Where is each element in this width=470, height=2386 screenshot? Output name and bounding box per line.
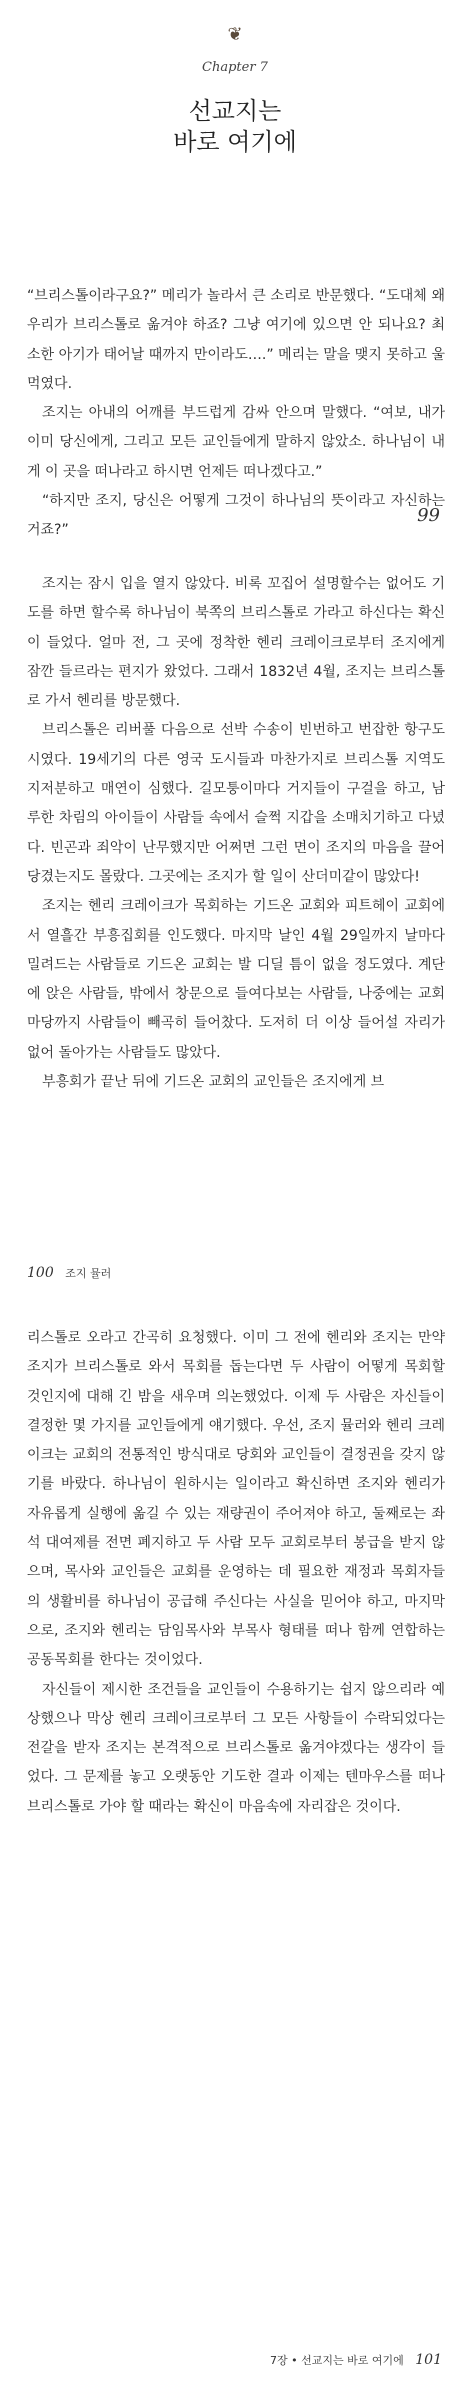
paragraph: 조지는 잠시 입을 열지 않았다. 비록 꼬집어 설명할수는 없어도 기도를 하면 할수록 하나님이 북쪽의 브리스톨로 가라고 하신다는 확신이 들었다. 얼마 전, 그 곳에 정착한 헨리 크레이크로부터 조지에게 잠깐 들르라는 편지가 왔었다. 그래서 1832년 4월, 조지는 브리스톨로 가서 헨리를 방문했다. (27, 576, 445, 710)
paragraph: 리스톨로 오라고 간곡히 요청했다. 이미 그 전에 헨리와 조지는 만약 조지가 브리스톨로 와서 목회를 돕는다면 두 사람이 어떻게 목회할 것인지에 대해 긴 밤을 새우며 의논했었다. 이제 두 사람은 자신들이 결정한 몇 가지를 교인들에게 얘기했다. 우선, 조지 뮬러와 헨리 크레이크는 교회의 전통적인 방식대로 당회와 교인들이 결정권을 갖지 않기를 바랐다. 하나님이 원하시는 일이라고 확신하면 조지와 헨리가 자유롭게 실행에 옮길 수 있는 재량권이 주어져야 하고, 둘째로는 좌석 대여제를 전면 폐지하고 두 사람 모두 교회로부터 봉급을 받지 않으며, 목사와 교인들은 교회를 운영하는 데 필요한 재정과 목회자들의 생활비를 하나님이 공급해 주신다는 사실을 믿어야 하고, 마지막으로, 조지와 헨리는 담임목사와 부목사 형태를 떠나 함께 연합하는 공동목회를 한다는 것이었다. (27, 1330, 445, 1669)
chapter-title-line-1: 선교지는 (188, 97, 282, 125)
paragraph: 조지는 아내의 어깨를 부드럽게 감싸 안으며 말했다. “여보, 내가 이미 당신에게, 그리고 모든 교인들에게 말하지 않았소. 하나님이 내게 이 곳을 떠나라고 하시면 언제든 떠나겠다고.” (27, 405, 445, 480)
paragraph: “하지만 조지, 당신은 어떻게 그것이 하나님의 뜻이라고 자신하는 거죠?” (27, 493, 445, 539)
page-number-99: 99 (417, 505, 440, 526)
page-number-101: 101 (415, 2352, 442, 2368)
paragraph: 자신들이 제시한 조건들을 교인들이 수용하기는 쉽지 않으리라 예상했으나 막상 헨리 크레이크로부터 그 모든 사항들이 수락되었다는 전갈을 받자 조지는 본격적으로 브리스톨로 옮겨야겠다는 생각이 들었다. 그 문제를 놓고 오랫동안 기도한 결과 이제는 텐마우스를 떠나 브리스톨로 가야 할 때라는 확신이 마음속에 자리잡은 것이다. (27, 1681, 445, 1815)
paragraph: 조지는 헨리 크레이크가 목회하는 기드온 교회와 피트헤이 교회에서 열흘간 부흥집회를 인도했다. 마지막 날인 4월 29일까지 날마다 밀려드는 사람들로 기드온 교회는 발 디딜 틈이 없을 정도였다. 계단에 앉은 사람들, 밖에서 창문으로 들여다보는 사람들, 나중에는 교회 마당까지 사람들이 빼곡히 들어찼다. 도저히 더 이상 들어설 자리가 없어 돌아가는 사람들도 많았다. (27, 898, 445, 1061)
page-101-footer (270, 2352, 442, 2368)
chapter-title-line-2: 바로 여기에 (173, 128, 297, 156)
paragraph: 부흥회가 끝난 뒤에 기드온 교회의 교인들은 조지에게 브 (42, 1074, 385, 1091)
chapter-label: Chapter 7 (202, 60, 268, 75)
page-100-footer (27, 1265, 111, 1281)
chapter-title (0, 96, 470, 158)
page-100-body (27, 570, 445, 1097)
paragraph: 브리스톨은 리버풀 다음으로 선박 수송이 빈번하고 번잡한 항구도시였다. 19세기의 다른 영국 도시들과 마찬가지로 브리스톨 지역도 지저분하고 매연이 심했다. 길모퉁이마다 거지들이 구걸을 하고, 남루한 차림의 아이들이 사람들 속에서 슬쩍 지갑을 소매치기하고 다녔다. 빈곤과 죄악이 난무했지만 어쩌면 그런 면이 조지의 마음을 끌어 당겼는지도 몰랐다. 그곳에는 조지가 할 일이 산더미같이 많았다! (27, 722, 445, 885)
page-101-body (27, 1324, 445, 1822)
chapter-ornament-icon: ❦ (227, 24, 243, 45)
running-header-chapter: 7장 • 선교지는 바로 여기에 (270, 2354, 404, 2367)
paragraph: “브리스톨이라구요?” 메리가 놀라서 큰 소리로 반문했다. “도대체 왜 우리가 브리스톨로 옮겨야 하죠? 그냥 여기에 있으면 안 되나요? 최소한 아기가 태어날 때까지 만이라도….” 메리는 말을 맺지 못하고 울먹였다. (27, 288, 445, 392)
page-number-100: 100 (27, 1265, 54, 1281)
running-header-book: 조지 뮬러 (65, 1267, 112, 1280)
page-99-body (27, 282, 445, 546)
